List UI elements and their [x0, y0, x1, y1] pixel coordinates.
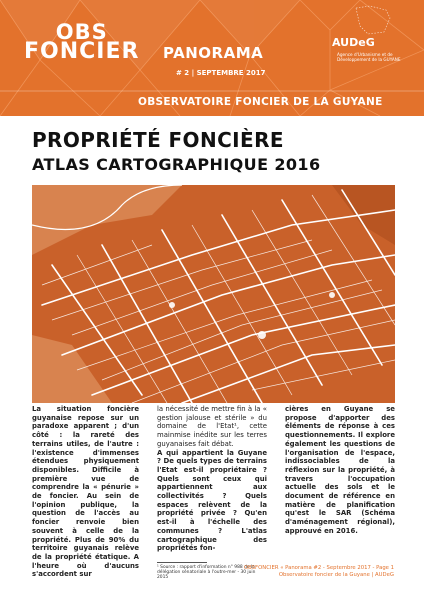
page-title: PROPRIÉTÉ FONCIÈRE	[32, 128, 284, 152]
footer-line1: OBSFONCIER « Panorama #2 - Septembre 2017 - Page 1	[243, 565, 394, 571]
footnote-rule	[157, 562, 207, 563]
audeg-subtitle: Agence d'Urbanisme et de Développement de la GUYANE	[337, 52, 401, 63]
panorama-label: PANORAMA	[163, 44, 264, 62]
paragraph-3a: cières en Guyane se propose d'apporter des éléments de réponse à ces questionnements. Il explore également les questions de l'organisation de l'espace, indissociables de la réflexion sur la propriété, à travers l'occupation actuelle des sols et le document de référence en matière de planification qu'est le SAR (Schéma d'aménagement régional), approuvé en 2016.	[285, 405, 395, 535]
footer-line2: Observatoire foncier de la Guyane | AUDeG	[278, 572, 394, 578]
obsfoncier-logo	[24, 22, 139, 62]
guyane-map-icon	[352, 4, 394, 36]
body-column-1	[32, 405, 139, 579]
body-column-2	[157, 405, 267, 553]
paragraph-2a: la nécessité de mettre fin à la « gestion jalouse et stérile » du domaine de l'Etat¹, cette mainmise inédite sur les terres guyanaises fait débat.	[157, 405, 267, 448]
header-banner	[0, 0, 424, 116]
page-subtitle: ATLAS CARTOGRAPHIQUE 2016	[32, 155, 321, 174]
logo-line1: OBS	[55, 20, 108, 44]
street-map-icon	[32, 185, 395, 403]
logo-line2: FONCIER	[24, 39, 140, 64]
footnote: ¹ Source : rapport d'information n° 988 de la délégation sénatoriale à l'outre-mer - 30 juin 2015	[157, 565, 256, 581]
issue-label: # 2 | SEPTEMBRE 2017	[176, 69, 266, 77]
intro-paragraph: La situation foncière guyanaise repose sur un paradoxe apparent ; d'un côté : la rareté des terrains utiles, de l'autre : l'existence d'immenses étendues physiquement disponibles. Difficile à première vue de comprendre la « pénurie » de foncier. Au sein de l'opinion publique, la question de l'accès au foncier renvoie bien souvent à celle de la propriété. Plus de 90% du territoire guyanais relève de la propriété étatique. A l'heure où d'aucuns s'accordent sur	[32, 405, 139, 579]
city-map-illustration	[32, 185, 395, 403]
observatory-strap: OBSERVATOIRE FONCIER DE LA GUYANE	[138, 96, 383, 108]
audeg-logo: AUDeG	[332, 36, 375, 49]
paragraph-2b: A qui appartient la Guyane ? De quels types de terrains l'Etat est-il propriétaire ? Quels sont ceux qui appartiennent aux collectivités ? Quels espaces relèvent de la propriété privée ? Qu'en est-il à l'échelle des communes ? L'atlas cartographique des propriétés fon-	[157, 448, 267, 553]
body-column-3	[285, 405, 395, 536]
